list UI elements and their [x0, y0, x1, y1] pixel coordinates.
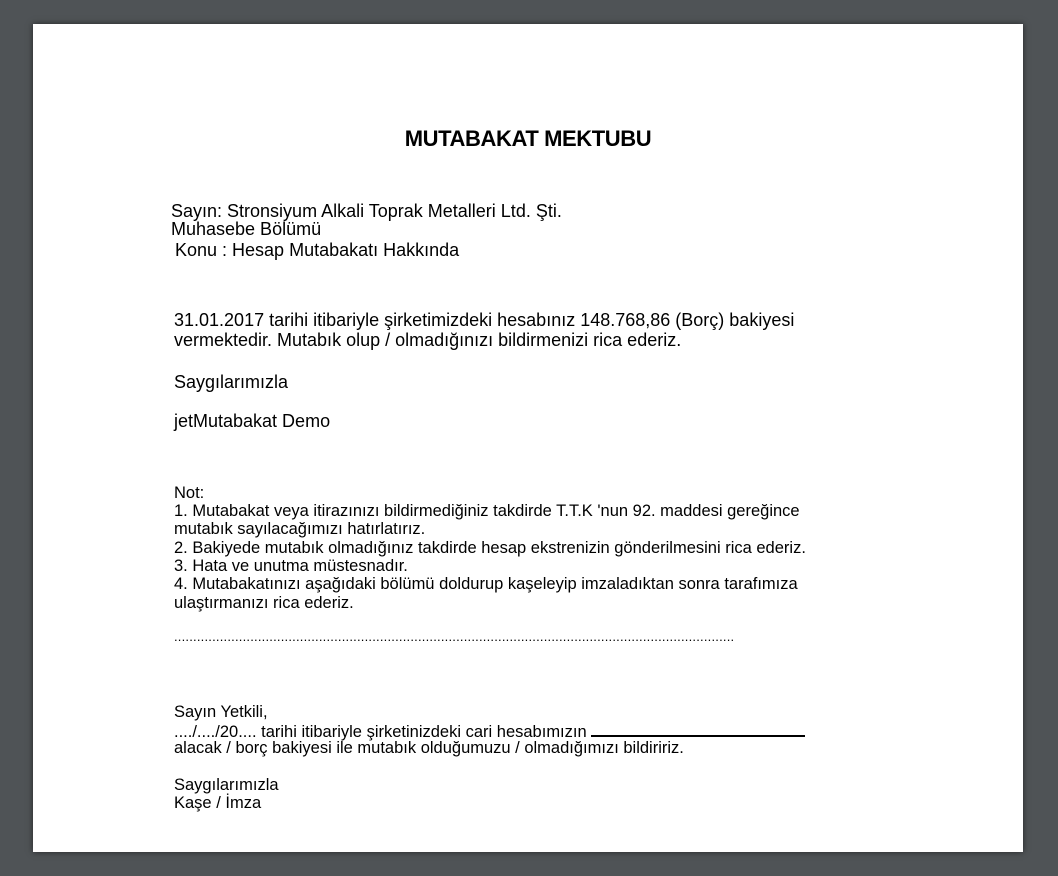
note-line: 1. Mutabakat veya itirazınızı bildirmediğiniz takdirde T.T.K 'nun 92. maddesi gereğince	[174, 502, 800, 520]
note-line: ulaştırmanızı rica ederiz.	[174, 594, 354, 612]
note-line: mutabık sayılacağımızı hatırlatırız.	[174, 520, 426, 538]
document-title: MUTABAKAT MEKTUBU	[404, 126, 652, 151]
subject-line: Konu : Hesap Mutabakatı Hakkında	[175, 240, 460, 260]
reply-greeting: Sayın Yetkili,	[174, 703, 268, 721]
dotted-separator: ...................................................................................................................................................	[174, 629, 735, 644]
note-line: 2. Bakiyede mutabık olmadığınız takdirde hesap ekstrenizin gönderilmesini rica ederiz.	[174, 539, 806, 557]
reply-closing: Saygılarımızla	[174, 776, 279, 794]
department-line: Muhasebe Bölümü	[171, 219, 322, 239]
body-line-2: vermektedir. Mutabık olup / olmadığınızı bildirmenizi rica ederiz.	[174, 330, 682, 350]
note-line: 3. Hata ve unutma müstesnadır.	[174, 557, 408, 575]
reply-line-2: alacak / borç bakiyesi ile mutabık olduğumuzu / olmadığımızı bildiririz.	[174, 739, 684, 757]
note-line: 4. Mutabakatınızı aşağıdaki bölümü doldurup kaşeleyip imzaladıktan sonra tarafımıza	[174, 575, 798, 593]
closing-text: Saygılarımızla	[174, 372, 289, 392]
reply-line-1-text: ..../..../20.... tarihi itibariyle şirketinizdeki cari hesabımızın	[174, 723, 587, 741]
document-page	[33, 24, 1023, 852]
fill-in-blank-line	[591, 721, 805, 737]
recipient-line: Sayın: Stronsiyum Alkali Toprak Metalleri Ltd. Şti.	[171, 201, 562, 221]
body-line-1: 31.01.2017 tarihi itibariyle şirketimizdeki hesabınız 148.768,86 (Borç) bakiyesi	[174, 310, 795, 330]
notes-heading: Not:	[174, 484, 205, 502]
signature-label: Kaşe / İmza	[174, 794, 262, 812]
sender-name: jetMutabakat Demo	[174, 411, 331, 431]
